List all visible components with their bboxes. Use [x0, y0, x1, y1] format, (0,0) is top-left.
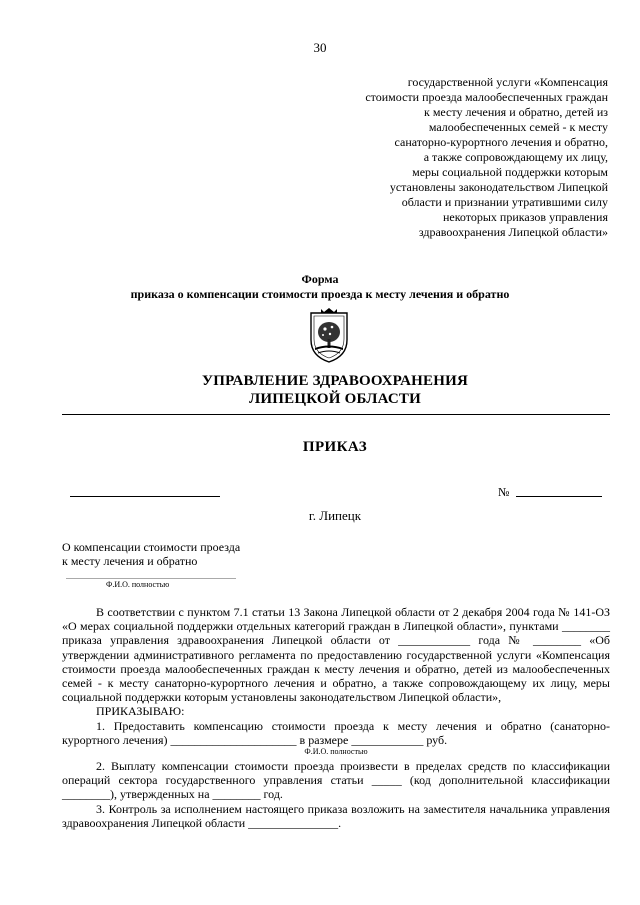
header-line: установлены законодательством Липецкой: [389, 180, 608, 194]
item-2: 2. Выплату компенсации стоимости проезда произвести в пределах средств по классификации операций сектора государственного управления статьи _____ (код дополнительной классификации ________), утвержденных на ________ год.: [62, 759, 610, 802]
order-subject: [62, 540, 282, 568]
organization-line1: УПРАВЛЕНИЕ ЗДРАВООХРАНЕНИЯ: [202, 373, 468, 389]
city: г. Липецк: [308, 508, 362, 523]
coat-of-arms-icon: [306, 306, 352, 364]
header-line: а также сопровождающему их лицу,: [423, 150, 608, 164]
header-line: меры социальной поддержки которым: [412, 165, 608, 179]
number-sign: №: [498, 485, 510, 499]
form-title: [0, 272, 640, 302]
number-blank-line: [516, 496, 602, 497]
form-title-line1: Форма: [301, 272, 339, 286]
header-line: некоторых приказов управления: [442, 210, 608, 224]
header-line: стоимости проезда малообеспеченных граждан: [365, 90, 608, 104]
order-word: ПРИКАЗЫВАЮ:: [96, 704, 185, 719]
item-1-fio-caption: Ф.И.О. полностью: [304, 747, 368, 757]
header-line: санаторно-курортного лечения и обратно,: [394, 135, 608, 149]
header-line: малообеспеченных семей - к месту: [428, 120, 608, 134]
item-3: 3. Контроль за исполнением настоящего приказа возложить на заместителя начальника управления здравоохранения Липецкой области _______________.: [62, 801, 610, 830]
header-divider: [62, 414, 610, 415]
subject-line2: к месту лечения и обратно: [62, 554, 198, 568]
fio-caption: Ф.И.О. полностью: [106, 580, 170, 589]
date-blank-line: [70, 485, 220, 497]
subject-line1: О компенсации стоимости проезда: [62, 540, 241, 554]
organization-name: [0, 372, 640, 408]
item-1: 1. Предоставить компенсацию стоимости проезда к месту лечения и обратно (санаторно-курортного лечения) _____________________ в размере ____________ руб.: [62, 718, 610, 747]
header-line: к месту лечения и обратно, детей из: [424, 105, 608, 119]
order-title: ПРИКАЗ: [302, 439, 368, 455]
approval-reference-block: [308, 75, 608, 240]
header-line: здравоохранения Липецкой области»: [418, 225, 608, 239]
order-number-field: [498, 485, 602, 499]
page-number: 30: [313, 40, 327, 55]
order-body: [62, 605, 610, 830]
form-title-line2: приказа о компенсации стоимости проезда к месту лечения и обратно: [130, 287, 510, 301]
organization-line2: ЛИПЕЦКОЙ ОБЛАСТИ: [249, 391, 421, 407]
preamble-paragraph: В соответствии с пунктом 7.1 статьи 13 Закона Липецкой области от 2 декабря 2004 года № 141-ОЗ «О мерах социальной поддержки отдельных категорий граждан в Липецкой области», пунктами ________ приказа управления здравоохранения Липецкой области от ____________ года № ________ «Об утверждении административного регламента по предоставлению государственной услуги «Компенсация стоимости проезда малообеспеченных граждан к месту лечения и обратно, детей из малообеспеченных семей - к месту санаторно-курортного лечения и обратно, а также сопровождающему их лицу, меры социальной поддержки которым установлены законодательством Липецкой области»,: [62, 605, 610, 705]
fio-blank-line: [66, 578, 236, 579]
header-line: области и признании утратившими силу: [401, 195, 608, 209]
header-line: государственной услуги «Компенсация: [407, 75, 608, 89]
